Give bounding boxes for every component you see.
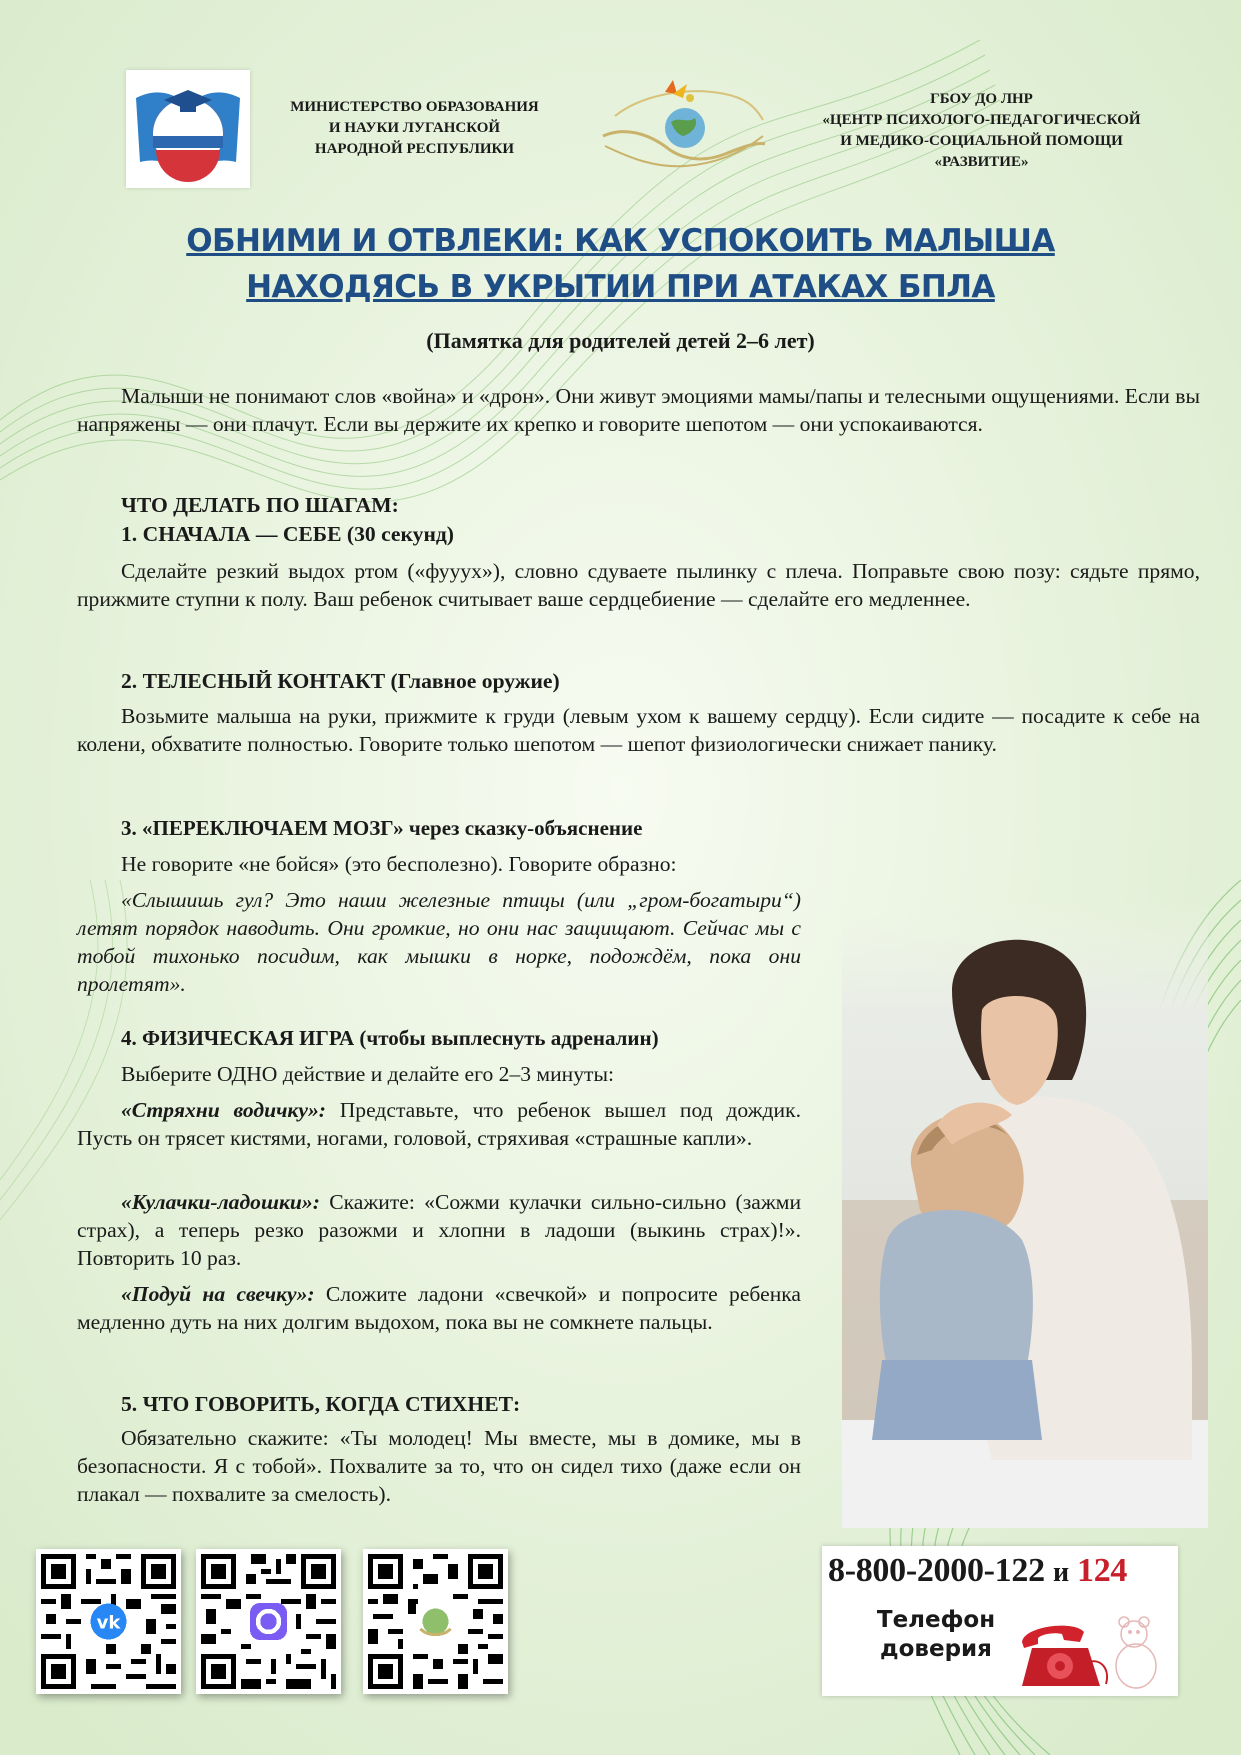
center-logo	[595, 76, 770, 176]
step-1-text: Сделайте резкий выдох ртом («фууух»), словно сдуваете пылинку с плеча. Поправьте свою позу: сядьте прямо, прижмите ступни к полу. Ваш ребенок считывает ваше сердцебиение — сделайте его медленнее.	[77, 559, 1200, 611]
game-text: Сложите ладони «свечкой» и попросите ребенка медленно дуть на них долгим выдохом, пока вы не сомкнете пальцы.	[77, 1282, 802, 1334]
center-name	[790, 89, 1173, 173]
page-title	[60, 218, 1181, 310]
hotline-label	[876, 1606, 996, 1664]
hotline-numbers	[828, 1552, 1127, 1590]
step-3-quote: «Слышишь гул? Это наши железные птицы (или „гром-богатыри“) летят порядок наводить. Они громкие, но они нас защищают. Сейчас мы с тобой тихонько посидим, как мышки в норке, подождём, пока они пролетят».	[77, 888, 801, 996]
hotline-label-line: Телефон	[876, 1607, 996, 1633]
title-line: НАХОДЯСЬ В УКРЫТИИ ПРИ АТАКАХ БПЛА	[246, 269, 995, 305]
intro-paragraph: Малыши не понимают слов «война» и «дрон». Они живут эмоциями мамы/папы и телесными ощущениями. Если вы напряжены — они плачут. Если вы держите их крепко и говорите шепотом — они успокаиваются.	[77, 384, 1200, 436]
hotline-card	[822, 1546, 1178, 1696]
step-4-heading: 4. ФИЗИЧЕСКАЯ ИГРА (чтобы выплеснуть адреналин)	[121, 1026, 659, 1050]
svg-text:vk: vk	[96, 1612, 121, 1634]
game-name: «Стряхни водичку»:	[121, 1098, 326, 1122]
qr-code-icon	[36, 1549, 181, 1694]
step-3-heading: 3. «ПЕРЕКЛЮЧАЕМ МОЗГ» через сказку-объяснение	[121, 816, 643, 840]
game-name: «Кулачки-ладошки»:	[121, 1190, 320, 1214]
center-line: ГБОУ ДО ЛНР	[930, 91, 1033, 107]
qr-code-icon	[196, 1549, 341, 1694]
center-line: И МЕДИКО-СОЦИАЛЬНОЙ ПОМОЩИ	[840, 133, 1123, 149]
page-subtitle: (Памятка для родителей детей 2–6 лет)	[426, 328, 815, 353]
game-item	[77, 1280, 801, 1336]
game-item	[77, 1188, 801, 1272]
qr-code-icon	[363, 1549, 508, 1694]
qr-code-max[interactable]	[196, 1549, 341, 1694]
hotline-and: и	[1052, 1557, 1069, 1588]
game-item	[77, 1096, 801, 1152]
hotline-short-number[interactable]: 124	[1077, 1552, 1128, 1589]
center-line: «РАЗВИТИЕ»	[934, 154, 1029, 170]
hotline-label-line: доверия	[880, 1636, 992, 1662]
title-line: ОБНИМИ И ОТВЛЕКИ: КАК УСПОКОИТЬ МАЛЫША	[186, 223, 1055, 259]
qr-code-vk[interactable]	[36, 1549, 181, 1694]
step-4-text: Выберите ОДНО действие и делайте его 2–3 минуты:	[121, 1062, 614, 1086]
mother-child-photo	[842, 900, 1208, 1528]
game-text: Скажите: «Сожми кулачки сильно-сильно (зажми страх), а теперь резко разожми и хлопни в ладоши (выкинь страх)!». Повторить 10 раз.	[77, 1190, 801, 1270]
step-2-heading: 2. ТЕЛЕСНЫЙ КОНТАКТ (Главное оружие)	[121, 669, 560, 693]
telephone-icon	[1022, 1626, 1107, 1686]
ministry-line: И НАУКИ ЛУГАНСКОЙ	[328, 120, 501, 136]
ministry-emblem	[126, 70, 250, 188]
hotline-illustration	[992, 1608, 1172, 1692]
step-5-heading: 5. ЧТО ГОВОРИТЬ, КОГДА СТИХНЕТ:	[121, 1392, 521, 1416]
teddy-bear-icon	[1116, 1617, 1156, 1688]
game-text: Представьте, что ребенок вышел под дождик. Пусть он трясет кистями, ногами, головой, стряхивая «страшные капли».	[77, 1098, 801, 1150]
ministry-line: НАРОДНОЙ РЕСПУБЛИКИ	[314, 141, 515, 157]
step-1-heading: 1. СНАЧАЛА — СЕБЕ (30 секунд)	[121, 522, 454, 546]
step-5-text: Обязательно скажите: «Ты молодец! Мы вместе, мы в домике, мы в безопасности. Я с тобой». Похвалите за то, что он сидел тихо (даже если он плакал — похвалите за смелость).	[77, 1426, 801, 1506]
hands-globe-logo-icon	[595, 76, 770, 176]
step-3-text: Не говорите «не бойся» (это бесполезно). Говорите образно:	[121, 852, 677, 876]
step-2-text: Возьмите малыша на руки, прижмите к груди (левым ухом к вашему сердцу). Если сидите — посадите к себе на колени, обхватите полностью. Говорите только шепотом — шепот физиологически снижает панику.	[77, 704, 1200, 756]
ministry-name	[262, 97, 567, 160]
game-name: «Подуй на свечку»:	[121, 1282, 315, 1306]
ministry-line: МИНИСТЕРСТВО ОБРАЗОВАНИЯ	[290, 99, 539, 115]
qr-code-center[interactable]	[363, 1549, 508, 1694]
steps-heading: ЧТО ДЕЛАТЬ ПО ШАГАМ:	[121, 493, 399, 517]
center-line: «ЦЕНТР ПСИХОЛОГО-ПЕДАГОГИЧЕСКОЙ	[822, 112, 1141, 128]
ministry-emblem-icon	[126, 70, 250, 188]
hotline-number[interactable]: 8-800-2000-122	[828, 1552, 1045, 1589]
